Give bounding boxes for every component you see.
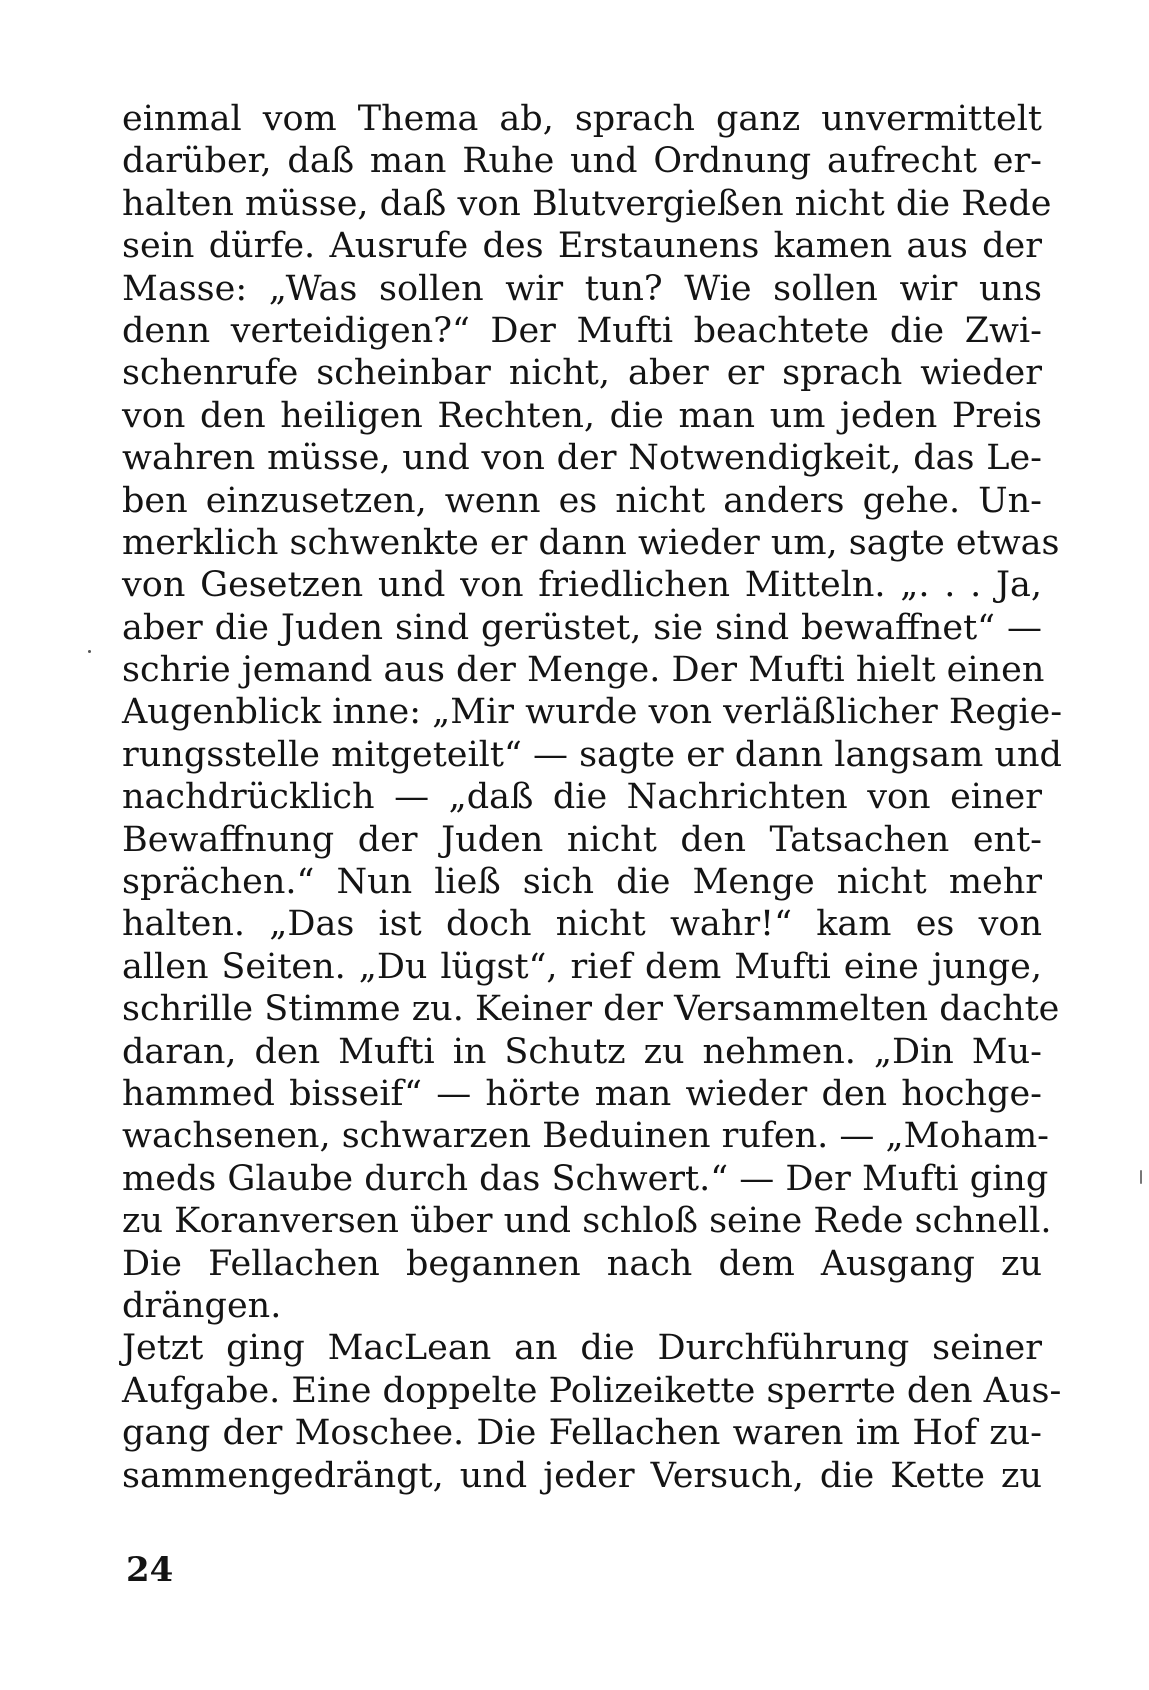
text-line: zu Koranversen über und schloß seine Rede schnell.: [122, 1201, 1052, 1242]
page-number: 24: [126, 1550, 174, 1590]
body-text: [122, 98, 1063, 1497]
print-speck: [88, 650, 91, 653]
text-line: von Gesetzen und von friedlichen Mitteln. „. . . Ja,: [122, 565, 1042, 606]
text-line: Die Fellachen begannen nach dem Ausgang zu: [122, 1243, 1042, 1284]
text-line: Masse: „Was sollen wir tun? Wie sollen wir uns: [122, 268, 1042, 309]
text-line: ben einzusetzen, wenn es nicht anders gehe. Un-: [122, 480, 1042, 521]
text-line: schenrufe scheinbar nicht, aber er sprach wieder: [122, 353, 1042, 394]
text-line: einmal vom Thema ab, sprach ganz unvermittelt: [122, 99, 1042, 139]
text-line: aber die Juden sind gerüstet, sie sind bewaffnet“ —: [122, 607, 1042, 648]
text-line: hammed bisseif“ — hörte man wieder den hochge-: [122, 1073, 1042, 1114]
text-line: sammengedrängt, und jeder Versuch, die Kette zu: [122, 1455, 1042, 1496]
text-line: sein dürfe. Ausrufe des Erstaunens kamen aus der: [122, 226, 1042, 267]
text-line: darüber, daß man Ruhe und Ordnung aufrecht er-: [122, 141, 1042, 182]
text-line: meds Glaube durch das Schwert.“ — Der Mufti ging: [122, 1158, 1049, 1199]
text-line: Bewaffnung der Juden nicht den Tatsachen ent-: [122, 819, 1042, 860]
text-line: Jetzt ging MacLean an die Durchführung seiner: [122, 1328, 1042, 1369]
text-line: allen Seiten. „Du lügst“, rief dem Mufti eine junge,: [122, 946, 1042, 987]
text-line: merklich schwenkte er dann wieder um, sagte etwas: [122, 522, 1060, 563]
text-line: wahren müsse, und von der Notwendigkeit, das Le-: [122, 438, 1042, 479]
text-line: halten müsse, daß von Blutvergießen nicht die Rede: [122, 183, 1052, 224]
text-line: Aufgabe. Eine doppelte Polizeikette sperrte den Aus-: [122, 1370, 1062, 1411]
text-line: daran, den Mufti in Schutz zu nehmen. „Din Mu-: [122, 1031, 1042, 1072]
print-speck: [1140, 1170, 1142, 1184]
text-line: drängen.: [122, 1285, 282, 1326]
text-line: rungsstelle mitgeteilt“ — sagte er dann langsam und: [122, 734, 1062, 775]
text-line: Augenblick inne: „Mir wurde von verläßlicher Regie-: [122, 692, 1063, 733]
text-line: schrie jemand aus der Menge. Der Mufti hielt einen: [122, 650, 1045, 691]
text-line: schrille Stimme zu. Keiner der Versammelten dachte: [122, 989, 1060, 1030]
text-line: nachdrücklich — „daß die Nachrichten von einer: [122, 777, 1042, 818]
text-line: von den heiligen Rechten, die man um jeden Preis: [122, 395, 1042, 436]
text-line: denn verteidigen?“ Der Mufti beachtete die Zwi-: [122, 310, 1042, 351]
text-line: gang der Moschee. Die Fellachen waren im Hof zu-: [122, 1413, 1042, 1454]
text-line: wachsenen, schwarzen Beduinen rufen. — „Moham-: [122, 1116, 1049, 1157]
text-line: sprächen.“ Nun ließ sich die Menge nicht mehr: [122, 862, 1042, 903]
text-line: halten. „Das ist doch nicht wahr!“ kam es von: [122, 904, 1042, 945]
